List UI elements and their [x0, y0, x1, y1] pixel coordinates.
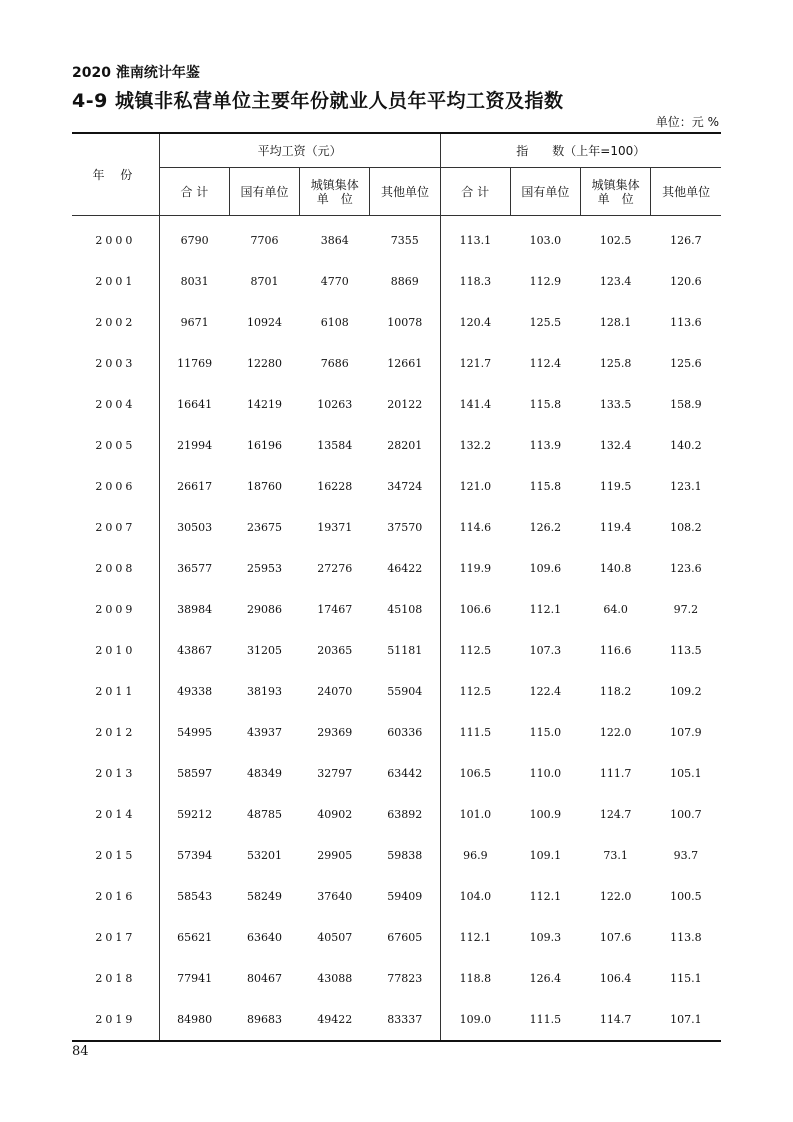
year-cell: 2014 [95, 808, 136, 821]
value-cell: 10263 [317, 398, 353, 411]
value-cell: 115.8 [529, 480, 562, 493]
value-cell: 118.3 [440, 261, 510, 302]
value-cell: 16196 [247, 439, 283, 452]
table-row [72, 343, 721, 384]
value-cell: 119.5 [599, 480, 632, 493]
value-cell: 36577 [159, 548, 229, 589]
value-cell: 111.5 [529, 1013, 562, 1026]
value-cell: 29369 [317, 726, 353, 739]
value-cell: 114.7 [599, 1013, 632, 1026]
wage-table [72, 132, 721, 1042]
year-cell: 2006 [95, 480, 136, 493]
value-cell: 3864 [320, 234, 349, 247]
value-cell: 107.3 [529, 644, 562, 657]
value-cell: 63640 [247, 931, 283, 944]
table-row [72, 876, 721, 917]
value-cell: 112.5 [440, 630, 510, 671]
value-cell: 106.6 [440, 589, 510, 630]
value-cell: 84980 [159, 999, 229, 1041]
value-cell: 77823 [387, 972, 423, 985]
value-cell: 121.7 [440, 343, 510, 384]
value-cell: 20365 [317, 644, 353, 657]
year-cell: 2017 [95, 931, 136, 944]
value-cell: 21994 [159, 425, 229, 466]
year-cell: 2002 [95, 316, 136, 329]
value-cell: 54995 [159, 712, 229, 753]
value-cell: 100.7 [670, 808, 702, 821]
value-cell: 38984 [159, 589, 229, 630]
value-cell: 53201 [247, 849, 283, 862]
value-cell: 113.1 [440, 216, 510, 262]
value-cell: 109.6 [529, 562, 562, 575]
value-cell: 51181 [387, 644, 423, 657]
value-cell: 8869 [390, 275, 419, 288]
table-row [72, 958, 721, 999]
value-cell: 7686 [320, 357, 349, 370]
index-group-header: 指 数（上年=100） [440, 133, 721, 168]
value-cell: 115.1 [670, 972, 702, 985]
value-cell: 46422 [387, 562, 423, 575]
value-cell: 14219 [247, 398, 283, 411]
value-cell: 97.2 [673, 603, 699, 616]
value-cell: 6108 [320, 316, 349, 329]
value-cell: 29086 [247, 603, 283, 616]
value-cell: 125.8 [599, 357, 632, 370]
value-cell: 140.8 [599, 562, 632, 575]
value-cell: 112.1 [440, 917, 510, 958]
table-header [72, 133, 721, 216]
table-row [72, 466, 721, 507]
wage-col-header: 其他单位 [370, 168, 440, 216]
value-cell: 58597 [159, 753, 229, 794]
value-cell: 115.0 [529, 726, 562, 739]
table-row [72, 589, 721, 630]
value-cell: 126.7 [670, 234, 702, 247]
table-row [72, 753, 721, 794]
value-cell: 112.1 [529, 890, 562, 903]
value-cell: 6790 [159, 216, 229, 262]
value-cell: 55904 [387, 685, 423, 698]
value-cell: 8701 [250, 275, 279, 288]
value-cell: 124.7 [599, 808, 632, 821]
value-cell: 100.9 [529, 808, 562, 821]
sub-header-row [72, 168, 721, 216]
value-cell: 126.4 [529, 972, 562, 985]
value-cell: 109.0 [440, 999, 510, 1041]
value-cell: 31205 [247, 644, 283, 657]
value-cell: 118.2 [599, 685, 632, 698]
index-col-header: 其他单位 [651, 168, 721, 216]
value-cell: 109.3 [529, 931, 562, 944]
value-cell: 106.5 [440, 753, 510, 794]
value-cell: 37640 [317, 890, 353, 903]
value-cell: 122.0 [599, 726, 632, 739]
value-cell: 8031 [159, 261, 229, 302]
year-cell: 2008 [95, 562, 136, 575]
value-cell: 26617 [159, 466, 229, 507]
table-row [72, 835, 721, 876]
value-cell: 59409 [387, 890, 423, 903]
value-cell: 58543 [159, 876, 229, 917]
value-cell: 101.0 [440, 794, 510, 835]
year-cell: 2018 [95, 972, 136, 985]
value-cell: 118.8 [440, 958, 510, 999]
value-cell: 16228 [317, 480, 353, 493]
value-cell: 48785 [247, 808, 283, 821]
value-cell: 11769 [159, 343, 229, 384]
value-cell: 73.1 [603, 849, 628, 862]
year-cell: 2010 [95, 644, 136, 657]
value-cell: 9671 [159, 302, 229, 343]
value-cell: 49338 [159, 671, 229, 712]
value-cell: 110.0 [529, 767, 562, 780]
value-cell: 40902 [317, 808, 353, 821]
table-row [72, 216, 721, 262]
value-cell: 67605 [387, 931, 423, 944]
value-cell: 133.5 [599, 398, 632, 411]
year-cell: 2012 [95, 726, 136, 739]
value-cell: 112.1 [529, 603, 562, 616]
value-cell: 111.5 [440, 712, 510, 753]
value-cell: 112.9 [529, 275, 562, 288]
value-cell: 125.6 [670, 357, 702, 370]
value-cell: 30503 [159, 507, 229, 548]
year-cell: 2009 [95, 603, 136, 616]
year-cell: 2015 [95, 849, 136, 862]
index-col-header: 城镇集体 单 位 [580, 168, 650, 216]
value-cell: 17467 [317, 603, 353, 616]
value-cell: 103.0 [529, 234, 562, 247]
value-cell: 10078 [387, 316, 423, 329]
year-cell: 2003 [95, 357, 136, 370]
value-cell: 43867 [159, 630, 229, 671]
avg-wage-group-header: 平均工资（元） [159, 133, 440, 168]
table-row [72, 671, 721, 712]
value-cell: 29905 [317, 849, 353, 862]
value-cell: 109.1 [529, 849, 562, 862]
value-cell: 38193 [247, 685, 283, 698]
year-cell: 2013 [95, 767, 136, 780]
value-cell: 123.6 [670, 562, 702, 575]
table-row [72, 384, 721, 425]
year-cell: 2016 [95, 890, 136, 903]
value-cell: 113.8 [670, 931, 702, 944]
year-column-header: 年 份 [72, 133, 159, 216]
value-cell: 107.9 [670, 726, 702, 739]
value-cell: 108.2 [670, 521, 702, 534]
table-row [72, 302, 721, 343]
value-cell: 111.7 [599, 767, 632, 780]
table-row [72, 917, 721, 958]
year-cell: 2011 [95, 685, 136, 698]
index-col-header: 国有单位 [510, 168, 580, 216]
value-cell: 109.2 [670, 685, 702, 698]
value-cell: 63442 [387, 767, 423, 780]
value-cell: 4770 [320, 275, 349, 288]
value-cell: 119.9 [440, 548, 510, 589]
value-cell: 37570 [387, 521, 423, 534]
value-cell: 102.5 [599, 234, 632, 247]
value-cell: 20122 [387, 398, 423, 411]
value-cell: 113.5 [670, 644, 702, 657]
value-cell: 10924 [247, 316, 283, 329]
value-cell: 83337 [387, 1013, 423, 1026]
year-cell: 2005 [95, 439, 136, 452]
value-cell: 104.0 [440, 876, 510, 917]
value-cell: 43088 [317, 972, 353, 985]
year-cell: 2007 [95, 521, 136, 534]
value-cell: 58249 [247, 890, 283, 903]
value-cell: 13584 [317, 439, 353, 452]
book-title: 2020 淮南统计年鉴 [72, 65, 200, 81]
value-cell: 16641 [159, 384, 229, 425]
value-cell: 123.1 [670, 480, 702, 493]
table-row [72, 261, 721, 302]
table-row [72, 425, 721, 466]
table-row [72, 712, 721, 753]
value-cell: 122.0 [599, 890, 632, 903]
table-body [72, 216, 721, 1042]
value-cell: 120.6 [670, 275, 702, 288]
table-row [72, 794, 721, 835]
value-cell: 60336 [387, 726, 423, 739]
table-row [72, 999, 721, 1041]
table-row [72, 507, 721, 548]
index-col-header: 合 计 [440, 168, 510, 216]
value-cell: 107.6 [599, 931, 632, 944]
value-cell: 105.1 [670, 767, 702, 780]
wage-col-header: 城镇集体 单 位 [300, 168, 370, 216]
value-cell: 128.1 [599, 316, 632, 329]
value-cell: 112.4 [529, 357, 562, 370]
value-cell: 18760 [247, 480, 283, 493]
value-cell: 96.9 [440, 835, 510, 876]
value-cell: 100.5 [670, 890, 702, 903]
value-cell: 114.6 [440, 507, 510, 548]
table-row [72, 630, 721, 671]
table-title: 4-9 城镇非私营单位主要年份就业人员年平均工资及指数 [72, 90, 564, 112]
value-cell: 12280 [247, 357, 283, 370]
wage-col-header: 国有单位 [229, 168, 299, 216]
value-cell: 23675 [247, 521, 283, 534]
value-cell: 7706 [250, 234, 279, 247]
value-cell: 115.8 [529, 398, 562, 411]
value-cell: 140.2 [670, 439, 702, 452]
page-number: 84 [72, 1044, 89, 1059]
value-cell: 93.7 [673, 849, 699, 862]
year-cell: 2000 [95, 234, 136, 247]
value-cell: 122.4 [529, 685, 562, 698]
value-cell: 125.5 [529, 316, 562, 329]
value-cell: 65621 [159, 917, 229, 958]
year-cell: 2001 [95, 275, 136, 288]
value-cell: 12661 [387, 357, 423, 370]
value-cell: 112.5 [440, 671, 510, 712]
value-cell: 28201 [387, 439, 423, 452]
value-cell: 57394 [159, 835, 229, 876]
value-cell: 40507 [317, 931, 353, 944]
value-cell: 123.4 [599, 275, 632, 288]
value-cell: 34724 [387, 480, 423, 493]
value-cell: 45108 [387, 603, 423, 616]
value-cell: 89683 [247, 1013, 283, 1026]
value-cell: 120.4 [440, 302, 510, 343]
value-cell: 63892 [387, 808, 423, 821]
value-cell: 59212 [159, 794, 229, 835]
value-cell: 132.2 [440, 425, 510, 466]
value-cell: 141.4 [440, 384, 510, 425]
value-cell: 80467 [247, 972, 283, 985]
value-cell: 49422 [317, 1013, 353, 1026]
value-cell: 158.9 [670, 398, 702, 411]
value-cell: 113.9 [529, 439, 562, 452]
value-cell: 25953 [247, 562, 283, 575]
value-cell: 32797 [317, 767, 353, 780]
value-cell: 19371 [317, 521, 353, 534]
value-cell: 116.6 [599, 644, 632, 657]
value-cell: 132.4 [599, 439, 632, 452]
value-cell: 27276 [317, 562, 353, 575]
value-cell: 24070 [317, 685, 353, 698]
value-cell: 77941 [159, 958, 229, 999]
unit-label: 单位：元 % [655, 115, 719, 129]
value-cell: 59838 [387, 849, 423, 862]
year-cell: 2019 [95, 1013, 136, 1026]
value-cell: 43937 [247, 726, 283, 739]
value-cell: 106.4 [599, 972, 632, 985]
year-cell: 2004 [95, 398, 136, 411]
value-cell: 119.4 [599, 521, 632, 534]
value-cell: 121.0 [440, 466, 510, 507]
table-row [72, 548, 721, 589]
value-cell: 107.1 [670, 1013, 702, 1026]
value-cell: 64.0 [603, 603, 628, 616]
value-cell: 126.2 [529, 521, 562, 534]
value-cell: 48349 [247, 767, 283, 780]
value-cell: 113.6 [670, 316, 702, 329]
value-cell: 7355 [390, 234, 419, 247]
wage-col-header: 合 计 [159, 168, 229, 216]
